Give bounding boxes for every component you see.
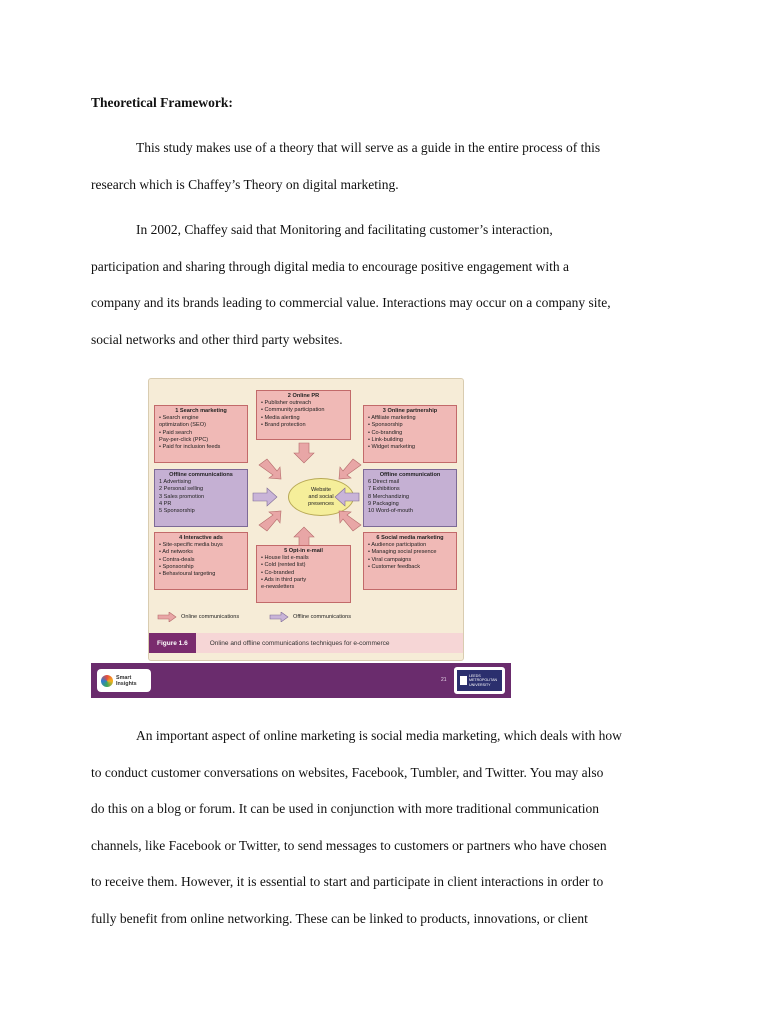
oval-line: and social [308, 493, 334, 500]
slide-page-number: 21 [441, 677, 447, 683]
text-line: channels, like Facebook or Twitter, to send messages to customers or partners who have chosen [91, 837, 607, 853]
logo-word: Smart [116, 674, 132, 681]
arrow-diag-icon [339, 459, 361, 479]
list-item: 2 Personal selling [159, 486, 204, 493]
oval-line: presences [308, 500, 334, 507]
list-item: 7 Exhibitions [368, 486, 400, 493]
list-item: optimization (SEO) [159, 422, 206, 429]
list-item: • Sponsorship [368, 422, 403, 429]
smart-insights-logo-icon [101, 675, 113, 687]
figure-caption [149, 633, 463, 653]
list-item: • Paid for inclusion feeds [159, 444, 221, 451]
list-item: • Co-branding [368, 429, 403, 436]
logo-word: LEEDS [469, 673, 481, 678]
smart-insights-logo [97, 669, 151, 692]
logo-word: Insights [116, 680, 137, 687]
list-item: • Behavioural targeting [159, 571, 216, 578]
oval-line: Website [310, 486, 332, 493]
list-item: 8 Merchandizing [368, 493, 410, 500]
list-item: • Audience participation [368, 542, 427, 549]
university-crest-icon [460, 676, 467, 685]
arrow-diag-icon [339, 511, 361, 531]
list-item: e-newsletters [261, 584, 295, 591]
list-item: • Sponsorship [159, 563, 194, 570]
list-item: • Search engine [159, 415, 199, 422]
list-item: • Co-branded [261, 569, 295, 576]
list-item: 6 Direct mail [368, 479, 400, 486]
figure-caption-text: Online and offline communications techniques for e-commerce [209, 639, 390, 647]
social-media-title: 6 Social media marketing [376, 535, 444, 541]
text-line: to conduct customer conversations on websites, Facebook, Tumbler, and Twitter. You may also [91, 764, 604, 780]
social-media-marketing-box [363, 532, 457, 590]
legend-offline [269, 612, 351, 622]
paragraph-chaffey [91, 212, 691, 358]
legend-offline-label: Offline communications [293, 614, 352, 620]
interactive-ads-box [154, 532, 248, 590]
offline-left-title: Offline communications [169, 472, 233, 478]
communications-figure [148, 378, 464, 661]
list-item: 5 Sponsorship [159, 508, 195, 515]
paragraph-intro [91, 130, 691, 203]
list-item: • Affiliate marketing [368, 415, 416, 422]
list-item: • Viral campaigns [368, 556, 412, 563]
list-item: 1 Advertising [159, 479, 192, 486]
text-line: social networks and other third party websites. [91, 331, 343, 347]
text-line: do this on a blog or forum. It can be used in conjunction with more traditional communication [91, 801, 600, 816]
arrow-diag-icon [259, 511, 281, 531]
list-item: • Customer feedback [368, 563, 421, 570]
list-item: • Ad networks [159, 549, 193, 556]
legend-online-label: Online communications [181, 614, 240, 620]
text-line: to receive them. However, it is essential to start and participate in client interactions in order to [91, 874, 604, 889]
university-wordmark [469, 674, 497, 687]
text-line: research which is Chaffey’s Theory on digital marketing. [91, 176, 399, 192]
list-item: • Site-specific media buys [159, 542, 223, 549]
text-line: In 2002, Chaffey said that Monitoring and facilitating customer’s interaction, [136, 222, 553, 237]
legend-online-arrow-icon [157, 612, 177, 622]
list-item: 3 Sales promotion [159, 493, 205, 500]
list-item: 9 Packaging [368, 500, 399, 507]
arrow-diag-icon [259, 459, 281, 479]
list-item: • Brand protection [261, 421, 306, 428]
university-logo [454, 667, 505, 694]
list-item: • Link-building [368, 436, 403, 443]
smart-insights-wordmark [116, 675, 137, 687]
list-item: 10 Word-of-mouth [368, 508, 413, 515]
optin-email-title: 5 Opt-in e-mail [284, 548, 323, 554]
text-line: company and its brands leading to commercial value. Interactions may occur on a company site, [91, 295, 611, 310]
search-marketing-title: 1 Search marketing [175, 408, 227, 414]
optin-email-box [256, 545, 351, 603]
offline-right-title: Offline communication [379, 472, 441, 478]
figure-number: Figure 1.6 [149, 633, 196, 653]
arrow-right-icon [253, 488, 277, 506]
text-line: participation and sharing through digital media to encourage positive engagement with a [91, 258, 569, 274]
slide-footer-banner [91, 663, 511, 698]
list-item: 4 PR [159, 500, 172, 507]
arrow-up-icon [294, 527, 314, 547]
legend-offline-arrow-icon [269, 612, 289, 622]
list-item: • Media alerting [261, 414, 300, 421]
text-line: An important aspect of online marketing is social media marketing, which deals with how [136, 728, 622, 743]
logo-word: UNIVERSITY [469, 682, 491, 687]
list-item: • House list e-mails [261, 555, 309, 562]
list-item: • Cold (rented list) [261, 562, 306, 569]
list-item: • Community participation [261, 407, 325, 414]
section-heading: Theoretical Framework: [91, 95, 233, 110]
online-pr-title: 2 Online PR [287, 393, 320, 399]
list-item: • Publisher outreach [261, 400, 312, 407]
legend-online [157, 612, 239, 622]
interactive-ads-title: 4 Interactive ads [179, 535, 223, 541]
list-item: • Ads in third party [261, 576, 307, 583]
online-partnership-title: 3 Online partnership [382, 408, 438, 414]
arrow-down-icon [294, 443, 314, 463]
list-item: • Widget marketing [368, 444, 416, 451]
arrow-left-icon [335, 488, 359, 506]
logo-word: METROPOLITAN [469, 678, 498, 683]
paragraph-social-media [91, 718, 691, 937]
list-item: • Contra-deals [159, 556, 195, 563]
list-item: • Paid search [159, 429, 193, 436]
text-line: fully benefit from online networking. These can be linked to products, innovations, or client [91, 910, 588, 926]
text-line: This study makes use of a theory that will serve as a guide in the entire process of this [136, 140, 601, 155]
list-item: • Managing social presence [368, 549, 437, 556]
list-item: Pay-per-click (PPC) [159, 436, 209, 443]
